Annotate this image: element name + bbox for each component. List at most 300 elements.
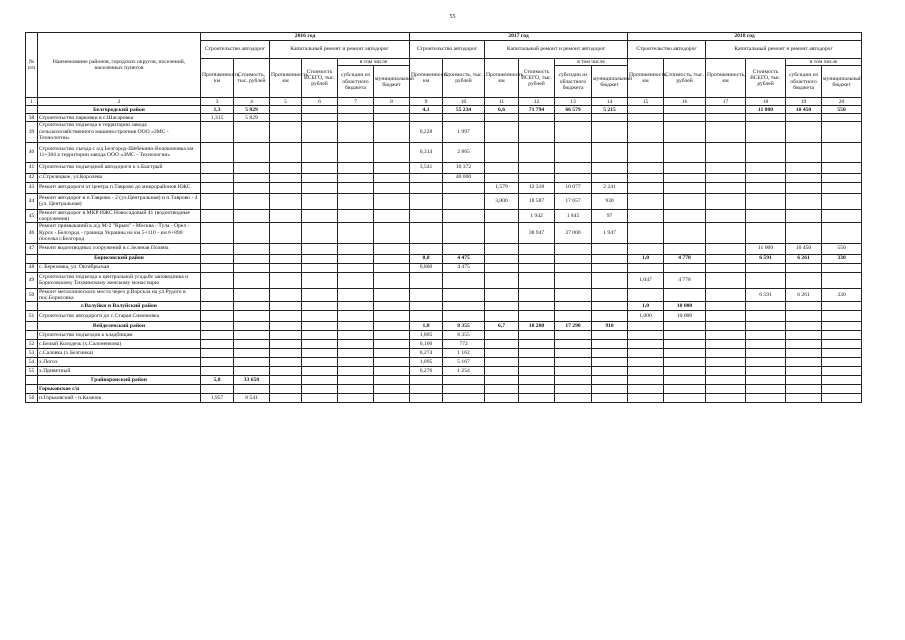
value-cell: [706, 182, 746, 193]
value-cell: 5 829: [234, 106, 270, 114]
value-cell: [519, 272, 555, 288]
value-cell: [485, 349, 519, 358]
in-that-number-header: в том числе: [786, 59, 862, 66]
value-cell: [592, 254, 628, 263]
value-cell: 8 355: [443, 322, 485, 331]
value-cell: [519, 173, 555, 182]
value-cell: [338, 106, 374, 114]
column-index-cell: 19: [786, 98, 822, 106]
value-cell: [746, 223, 786, 243]
value-cell: 6,6: [485, 106, 519, 114]
value-cell: 550: [822, 106, 862, 114]
value-cell: [201, 331, 234, 340]
value-cell: [519, 263, 555, 272]
value-cell: [706, 209, 746, 223]
value-cell: [270, 385, 302, 394]
value-cell: [822, 322, 862, 331]
value-cell: [746, 367, 786, 376]
value-cell: [664, 358, 706, 367]
value-cell: [628, 142, 664, 162]
value-cell: [822, 173, 862, 182]
value-cell: [270, 394, 302, 403]
value-cell: 40 000: [443, 173, 485, 182]
value-cell: [592, 358, 628, 367]
value-cell: [519, 376, 555, 385]
value-cell: [628, 322, 664, 331]
value-cell: [302, 322, 338, 331]
row-number-cell: [26, 322, 38, 331]
value-cell: [592, 173, 628, 182]
value-cell: [519, 302, 555, 311]
value-cell: [234, 223, 270, 243]
value-cell: [270, 182, 302, 193]
length-header: Протяженность, км: [485, 59, 519, 98]
value-cell: [786, 193, 822, 209]
value-cell: [302, 385, 338, 394]
value-cell: [555, 331, 592, 340]
value-cell: [746, 311, 786, 322]
value-cell: [555, 302, 592, 311]
value-cell: [485, 311, 519, 322]
value-cell: [664, 193, 706, 209]
cost-total-header: Стоимость ВСЕГО, тыс. рублей: [519, 59, 555, 98]
value-cell: [410, 182, 443, 193]
value-cell: [201, 209, 234, 223]
value-cell: [555, 162, 592, 173]
value-cell: [443, 311, 485, 322]
value-cell: 2 241: [592, 182, 628, 193]
value-cell: [201, 349, 234, 358]
value-cell: [234, 311, 270, 322]
value-cell: 18 200: [519, 322, 555, 331]
value-cell: [485, 122, 519, 142]
value-cell: 772: [443, 340, 485, 349]
table-row: [26, 243, 862, 254]
value-cell: 1 947: [592, 223, 628, 243]
table-row: [26, 173, 862, 182]
value-cell: [443, 272, 485, 288]
value-cell: [628, 376, 664, 385]
value-cell: [519, 385, 555, 394]
value-cell: [706, 173, 746, 182]
value-cell: 0,228: [410, 122, 443, 142]
value-cell: 1,0: [628, 302, 664, 311]
row-number-cell: [26, 254, 38, 263]
value-cell: [374, 394, 410, 403]
subsidy-header: субсидии из областного бюджета: [555, 66, 592, 98]
value-cell: [302, 173, 338, 182]
value-cell: [746, 193, 786, 209]
district-subtotal-row: [26, 385, 862, 394]
value-cell: [555, 394, 592, 403]
value-cell: [706, 349, 746, 358]
value-cell: [555, 311, 592, 322]
value-cell: [592, 122, 628, 142]
value-cell: [302, 331, 338, 340]
value-cell: [374, 243, 410, 254]
value-cell: [664, 122, 706, 142]
value-cell: [746, 385, 786, 394]
value-cell: [234, 340, 270, 349]
value-cell: [746, 358, 786, 367]
year-2018-header: 2018 год: [628, 33, 862, 41]
value-cell: [706, 223, 746, 243]
value-cell: [374, 223, 410, 243]
repair-header-2016: Капитальный ремонт и ремонт автодорог: [270, 41, 410, 59]
repair-header-2018: Капитальный ремонт и ремонт автодорог: [706, 41, 862, 59]
value-cell: [485, 358, 519, 367]
row-name-cell: г.Валуйки и Валуйский район: [38, 302, 201, 311]
value-cell: [555, 358, 592, 367]
value-cell: [485, 254, 519, 263]
year-2017-header: 2017 год: [410, 33, 628, 41]
value-cell: [746, 340, 786, 349]
value-cell: [443, 302, 485, 311]
construction-header-2016: Строительство автодорог: [201, 41, 270, 59]
value-cell: [234, 173, 270, 182]
value-cell: [664, 142, 706, 162]
value-cell: [302, 254, 338, 263]
value-cell: [338, 162, 374, 173]
value-cell: [201, 122, 234, 142]
value-cell: [302, 193, 338, 209]
row-number-cell: 41: [26, 162, 38, 173]
value-cell: [201, 385, 234, 394]
value-cell: 6 261: [786, 254, 822, 263]
value-cell: [338, 122, 374, 142]
value-cell: [592, 376, 628, 385]
row-number-cell: [26, 376, 38, 385]
value-cell: [664, 340, 706, 349]
value-cell: [706, 331, 746, 340]
value-cell: [234, 254, 270, 263]
row-number-cell: 45: [26, 209, 38, 223]
value-cell: [519, 288, 555, 302]
value-cell: [706, 162, 746, 173]
value-cell: [706, 114, 746, 122]
value-cell: [270, 142, 302, 162]
value-cell: 10 450: [786, 106, 822, 114]
value-cell: [664, 367, 706, 376]
value-cell: 10 000: [664, 302, 706, 311]
value-cell: [706, 376, 746, 385]
value-cell: 97: [592, 209, 628, 223]
value-cell: [746, 322, 786, 331]
length-header: Протяженность, км: [410, 59, 443, 98]
table-row: [26, 263, 862, 272]
value-cell: [201, 193, 234, 209]
value-cell: 12 318: [519, 182, 555, 193]
row-number-cell: 53: [26, 349, 38, 358]
column-index-cell: 3: [201, 98, 234, 106]
value-cell: [374, 272, 410, 288]
value-cell: 4 475: [443, 254, 485, 263]
value-cell: [338, 331, 374, 340]
value-cell: 5,8: [201, 376, 234, 385]
value-cell: [628, 223, 664, 243]
value-cell: [555, 288, 592, 302]
value-cell: [302, 394, 338, 403]
value-cell: [786, 340, 822, 349]
value-cell: [822, 162, 862, 173]
value-cell: [822, 263, 862, 272]
value-cell: [270, 223, 302, 243]
value-cell: 10 000: [664, 311, 706, 322]
value-cell: [338, 376, 374, 385]
value-cell: [270, 243, 302, 254]
subsidy-header: субсидии из областного бюджета: [786, 66, 822, 98]
value-cell: [555, 263, 592, 272]
construction-header-2018: Строительство автодорог: [628, 41, 706, 59]
value-cell: [822, 340, 862, 349]
value-cell: [746, 394, 786, 403]
value-cell: 1,3: [201, 106, 234, 114]
value-cell: [519, 331, 555, 340]
table-row: [26, 340, 862, 349]
value-cell: [822, 122, 862, 142]
district-subtotal-row: [26, 322, 862, 331]
value-cell: [201, 367, 234, 376]
value-cell: [628, 263, 664, 272]
cost-total-header: Стоимость ВСЕГО, тыс. рублей: [746, 59, 786, 98]
value-cell: [485, 173, 519, 182]
value-cell: [374, 114, 410, 122]
row-number-cell: 46: [26, 223, 38, 243]
row-number-cell: 42: [26, 173, 38, 182]
value-cell: [410, 394, 443, 403]
value-cell: [555, 173, 592, 182]
value-cell: [270, 331, 302, 340]
value-cell: [374, 340, 410, 349]
value-cell: [302, 349, 338, 358]
value-cell: [485, 340, 519, 349]
value-cell: [374, 209, 410, 223]
value-cell: [374, 173, 410, 182]
column-index-cell: 17: [706, 98, 746, 106]
value-cell: [270, 254, 302, 263]
value-cell: [519, 142, 555, 162]
value-cell: [786, 182, 822, 193]
value-cell: [270, 376, 302, 385]
value-cell: [485, 243, 519, 254]
value-cell: [592, 331, 628, 340]
value-cell: [234, 162, 270, 173]
value-cell: 0,276: [410, 367, 443, 376]
row-name-cell: Строительство подъездной автодороги к х.Быстрый: [38, 162, 201, 173]
district-subtotal-row: [26, 376, 862, 385]
value-cell: 330: [822, 254, 862, 263]
row-number-cell: 40: [26, 142, 38, 162]
value-cell: [302, 302, 338, 311]
value-cell: [410, 173, 443, 182]
value-cell: [485, 114, 519, 122]
in-that-number-header: в том числе: [555, 59, 628, 66]
value-cell: [628, 162, 664, 173]
value-cell: [485, 288, 519, 302]
value-cell: [338, 340, 374, 349]
table-row: [26, 209, 862, 223]
value-cell: [592, 349, 628, 358]
value-cell: [201, 182, 234, 193]
value-cell: [234, 263, 270, 272]
length-header: Протяженность, км: [628, 59, 664, 98]
row-name-cell: Строительство съезда с а/д Белгород-Шебекино-Волоконовка км 11+384 к территории завода ООО «ЗМС - Технологии»: [38, 142, 201, 162]
row-name-cell: Ремонт металлического моста через р.Ворскла на ул.Рудого в пос.Борисовка: [38, 288, 201, 302]
value-cell: 37 000: [555, 223, 592, 243]
column-index-cell: 11: [485, 98, 519, 106]
value-cell: [786, 385, 822, 394]
value-cell: [822, 223, 862, 243]
value-cell: 38 947: [519, 223, 555, 243]
value-cell: [664, 209, 706, 223]
value-cell: 6,7: [485, 322, 519, 331]
value-cell: [555, 349, 592, 358]
value-cell: [822, 182, 862, 193]
table-row: [26, 358, 862, 367]
value-cell: [485, 394, 519, 403]
value-cell: [443, 376, 485, 385]
value-cell: [628, 331, 664, 340]
municipal-header: муниципальный бюджет: [374, 66, 410, 98]
column-index-cell: 13: [555, 98, 592, 106]
value-cell: [706, 311, 746, 322]
value-cell: [443, 385, 485, 394]
value-cell: [302, 243, 338, 254]
value-cell: [302, 209, 338, 223]
value-cell: [485, 272, 519, 288]
value-cell: [664, 385, 706, 394]
value-cell: [822, 358, 862, 367]
value-cell: [746, 376, 786, 385]
column-index-cell: 1: [26, 98, 38, 106]
value-cell: [410, 243, 443, 254]
value-cell: [302, 223, 338, 243]
value-cell: [664, 114, 706, 122]
value-cell: [338, 394, 374, 403]
value-cell: [786, 223, 822, 243]
value-cell: [706, 358, 746, 367]
value-cell: [234, 349, 270, 358]
value-cell: [270, 162, 302, 173]
value-cell: 1,579: [485, 182, 519, 193]
value-cell: [664, 182, 706, 193]
value-cell: [664, 106, 706, 114]
value-cell: [410, 209, 443, 223]
row-number-cell: [26, 302, 38, 311]
table-row: [26, 182, 862, 193]
value-cell: [592, 243, 628, 254]
value-cell: [302, 272, 338, 288]
value-cell: [443, 193, 485, 209]
value-cell: 1,047: [628, 272, 664, 288]
value-cell: [270, 302, 302, 311]
value-cell: [664, 394, 706, 403]
value-cell: [270, 173, 302, 182]
value-cell: [822, 311, 862, 322]
value-cell: [786, 302, 822, 311]
value-cell: [555, 385, 592, 394]
row-name-cell: Строительство автодороги до с.Старая Симоновка: [38, 311, 201, 322]
value-cell: [410, 114, 443, 122]
value-cell: [201, 340, 234, 349]
value-cell: [746, 122, 786, 142]
value-cell: [201, 173, 234, 182]
value-cell: [338, 142, 374, 162]
value-cell: [746, 114, 786, 122]
value-cell: [485, 209, 519, 223]
value-cell: [234, 243, 270, 254]
value-cell: [519, 254, 555, 263]
value-cell: [786, 376, 822, 385]
row-name-cell: Строительство парковки в с.Шагаровка: [38, 114, 201, 122]
value-cell: [519, 367, 555, 376]
value-cell: [485, 263, 519, 272]
value-cell: [519, 340, 555, 349]
value-cell: [786, 263, 822, 272]
length-header: Протяженность, км: [270, 59, 302, 98]
row-name-cell: Вейделевский район: [38, 322, 201, 331]
value-cell: [338, 254, 374, 263]
value-cell: [664, 162, 706, 173]
road-works-table: [25, 32, 862, 403]
value-cell: 1 997: [443, 122, 485, 142]
value-cell: [270, 311, 302, 322]
value-cell: [822, 367, 862, 376]
district-subtotal-row: [26, 302, 862, 311]
value-cell: 4,1: [410, 106, 443, 114]
value-cell: 0,8: [410, 254, 443, 263]
value-cell: 2 865: [443, 142, 485, 162]
district-subtotal-row: [26, 254, 862, 263]
value-cell: [443, 182, 485, 193]
row-number-cell: 56: [26, 394, 38, 403]
value-cell: [664, 322, 706, 331]
value-cell: [519, 122, 555, 142]
cost-total-header: Стоимость ВСЕГО, тыс. рублей: [302, 59, 338, 98]
value-cell: [485, 331, 519, 340]
value-cell: 4 778: [664, 254, 706, 263]
value-cell: [234, 142, 270, 162]
column-index-cell: 20: [822, 98, 862, 106]
value-cell: [410, 223, 443, 243]
row-name-cell: х.Погоэ: [38, 358, 201, 367]
column-index-cell: 8: [374, 98, 410, 106]
value-cell: [519, 349, 555, 358]
value-cell: [338, 311, 374, 322]
value-cell: 1 254: [443, 367, 485, 376]
value-cell: [519, 311, 555, 322]
value-cell: [338, 114, 374, 122]
value-cell: [374, 385, 410, 394]
value-cell: [746, 272, 786, 288]
value-cell: [555, 122, 592, 142]
row-name-cell: Ремонт примыканий к а/д М-2 "Крым" - Москва - Тула - Орел - Курск - Белгород - граница Украины на км 5+110 - км 6+890 поселка г.Белгород: [38, 223, 201, 243]
value-cell: 330: [822, 288, 862, 302]
value-cell: 55 234: [443, 106, 485, 114]
row-name-cell: Грайворонский район: [38, 376, 201, 385]
value-cell: 1,957: [201, 394, 234, 403]
value-cell: [706, 243, 746, 254]
row-name-cell: Ремонт автодорог в МКР ИЖС Новосадовый 41 (водоотводные сооружения): [38, 209, 201, 223]
value-cell: [374, 311, 410, 322]
value-cell: [302, 367, 338, 376]
value-cell: [628, 193, 664, 209]
value-cell: [628, 114, 664, 122]
value-cell: [338, 302, 374, 311]
value-cell: [555, 142, 592, 162]
value-cell: [664, 288, 706, 302]
row-name-cell: Строительство подъезда к центральной усадьбе заповедника и Борисовскому Тихвинскому женскому монастырю: [38, 272, 201, 288]
